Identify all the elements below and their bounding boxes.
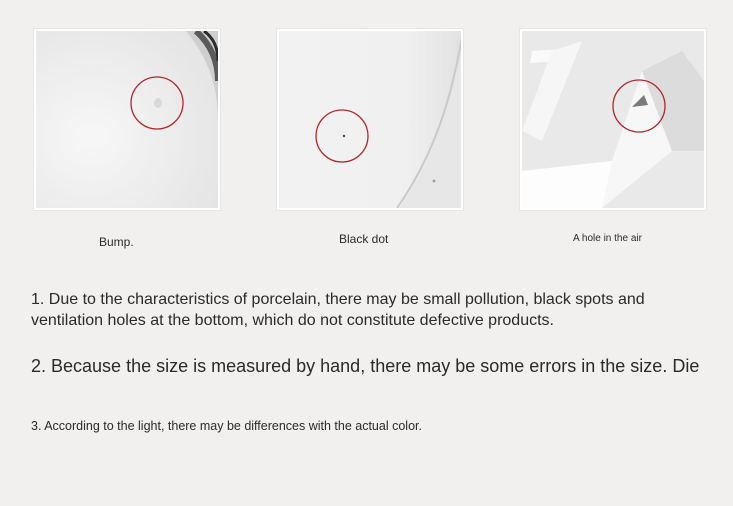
note-color-difference: 3. According to the light, there may be differences with the actual color.: [31, 419, 422, 433]
air-hole-image: [522, 31, 704, 208]
caption-air-hole: A hole in the air: [573, 233, 642, 244]
defect-photo-black-dot: [277, 29, 463, 210]
defect-photo-bump: [34, 29, 220, 210]
defect-photo-air-hole: [520, 29, 706, 210]
bump-image: [36, 31, 218, 208]
note-size-measurement: 2. Because the size is measured by hand, there may be some errors in the size. Die: [31, 356, 700, 376]
black-dot-image: [279, 31, 461, 208]
caption-black-dot: Black dot: [339, 232, 389, 246]
note-porcelain-characteristics: 1. Due to the characteristics of porcelain, there may be small pollution, black spots and ventilation holes at the bottom, which do not constitute defective products.: [31, 291, 645, 329]
caption-bump: Bump.: [99, 235, 134, 249]
